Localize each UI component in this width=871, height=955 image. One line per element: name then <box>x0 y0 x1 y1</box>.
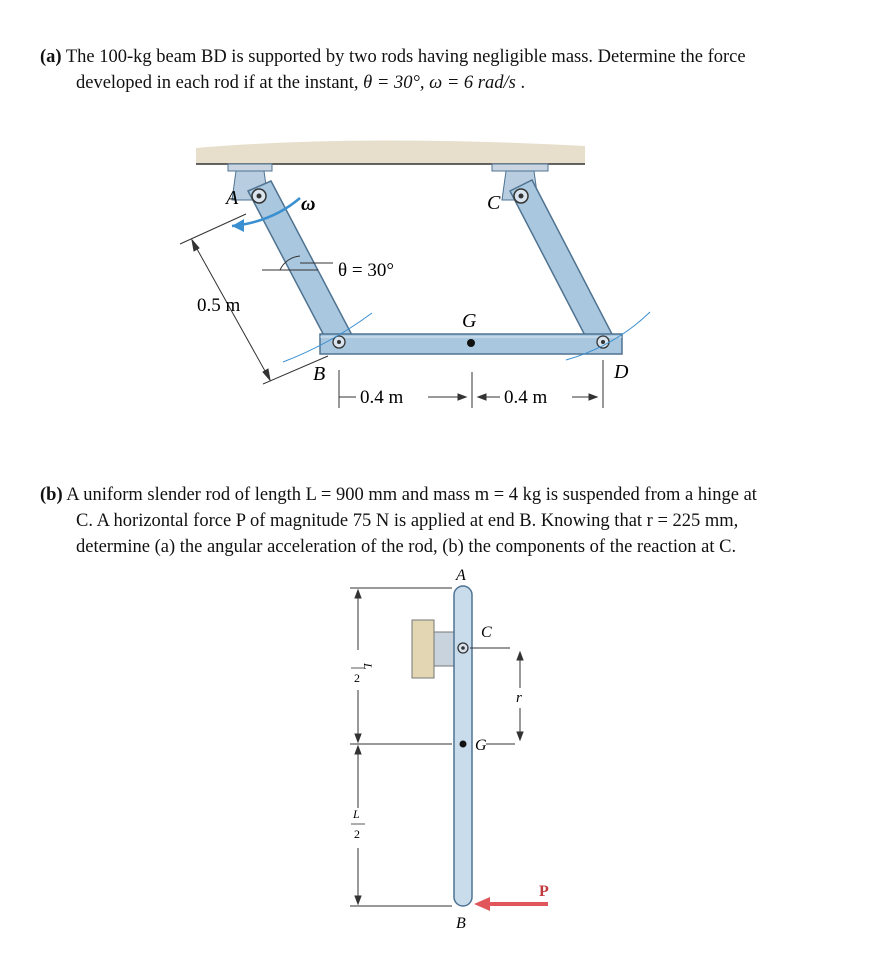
problem-a-text: (a) The 100-kg beam BD is supported by two rods having negligible mass. Determine the force developed in each rod if at the instant, θ = 30°, ω = 6 rad/s . <box>40 47 746 93</box>
problem-a-label: (a) <box>40 47 62 67</box>
label-point-b: B <box>313 363 326 385</box>
svg-text:2: 2 <box>354 671 360 685</box>
label-point-g: G <box>462 310 477 332</box>
problem-b-text <box>40 482 840 560</box>
wall-block <box>412 620 434 678</box>
label-point-a: A <box>226 187 239 209</box>
label-point-a: A <box>456 567 466 584</box>
ceiling <box>196 140 585 164</box>
problem-b-line1: A uniform slender rod of length L = 900 mm and mass m = 4 kg is suspended from a hinge at <box>66 485 757 505</box>
figure-b <box>0 560 871 955</box>
problem-a-line1: The 100-kg beam BD is supported by two rods having negligible mass. Determine the force <box>65 47 746 67</box>
figure-a <box>0 0 871 470</box>
label-point-d: D <box>614 361 629 383</box>
svg-text:L: L <box>361 663 375 670</box>
label-theta: θ = 30° <box>338 260 394 281</box>
label-half-length-top <box>351 662 375 685</box>
label-half-length-bottom <box>351 807 365 841</box>
label-dim-left: 0.4 m <box>360 387 404 408</box>
svg-text:2: 2 <box>354 827 360 841</box>
problem-b-label: (b) <box>40 485 63 505</box>
label-point-b: B <box>456 915 466 932</box>
label-point-c: C <box>487 192 501 214</box>
problem-b-line2: C. A horizontal force P of magnitude 75 N is applied at end B. Knowing that r = 225 mm, <box>76 511 739 531</box>
svg-text:L: L <box>353 807 360 821</box>
label-point-g: G <box>475 737 487 754</box>
label-r: r <box>516 690 522 706</box>
label-rod-length: 0.5 m <box>197 295 241 316</box>
problem-b-line3: determine (a) the angular acceleration of the rod, (b) the components of the reaction at C. <box>76 537 737 557</box>
center-of-mass-g <box>467 339 475 347</box>
center-of-mass-g <box>460 741 467 748</box>
label-force-p: P <box>539 883 549 900</box>
label-dim-right: 0.4 m <box>504 387 548 408</box>
rod-cd <box>510 180 613 347</box>
label-point-c: C <box>481 624 492 641</box>
label-omega: ω <box>301 193 316 215</box>
problem-a-equation: θ = 30°, ω = 6 rad/s <box>363 73 516 93</box>
problem-a-line2: developed in each rod if at the instant, <box>76 73 359 93</box>
